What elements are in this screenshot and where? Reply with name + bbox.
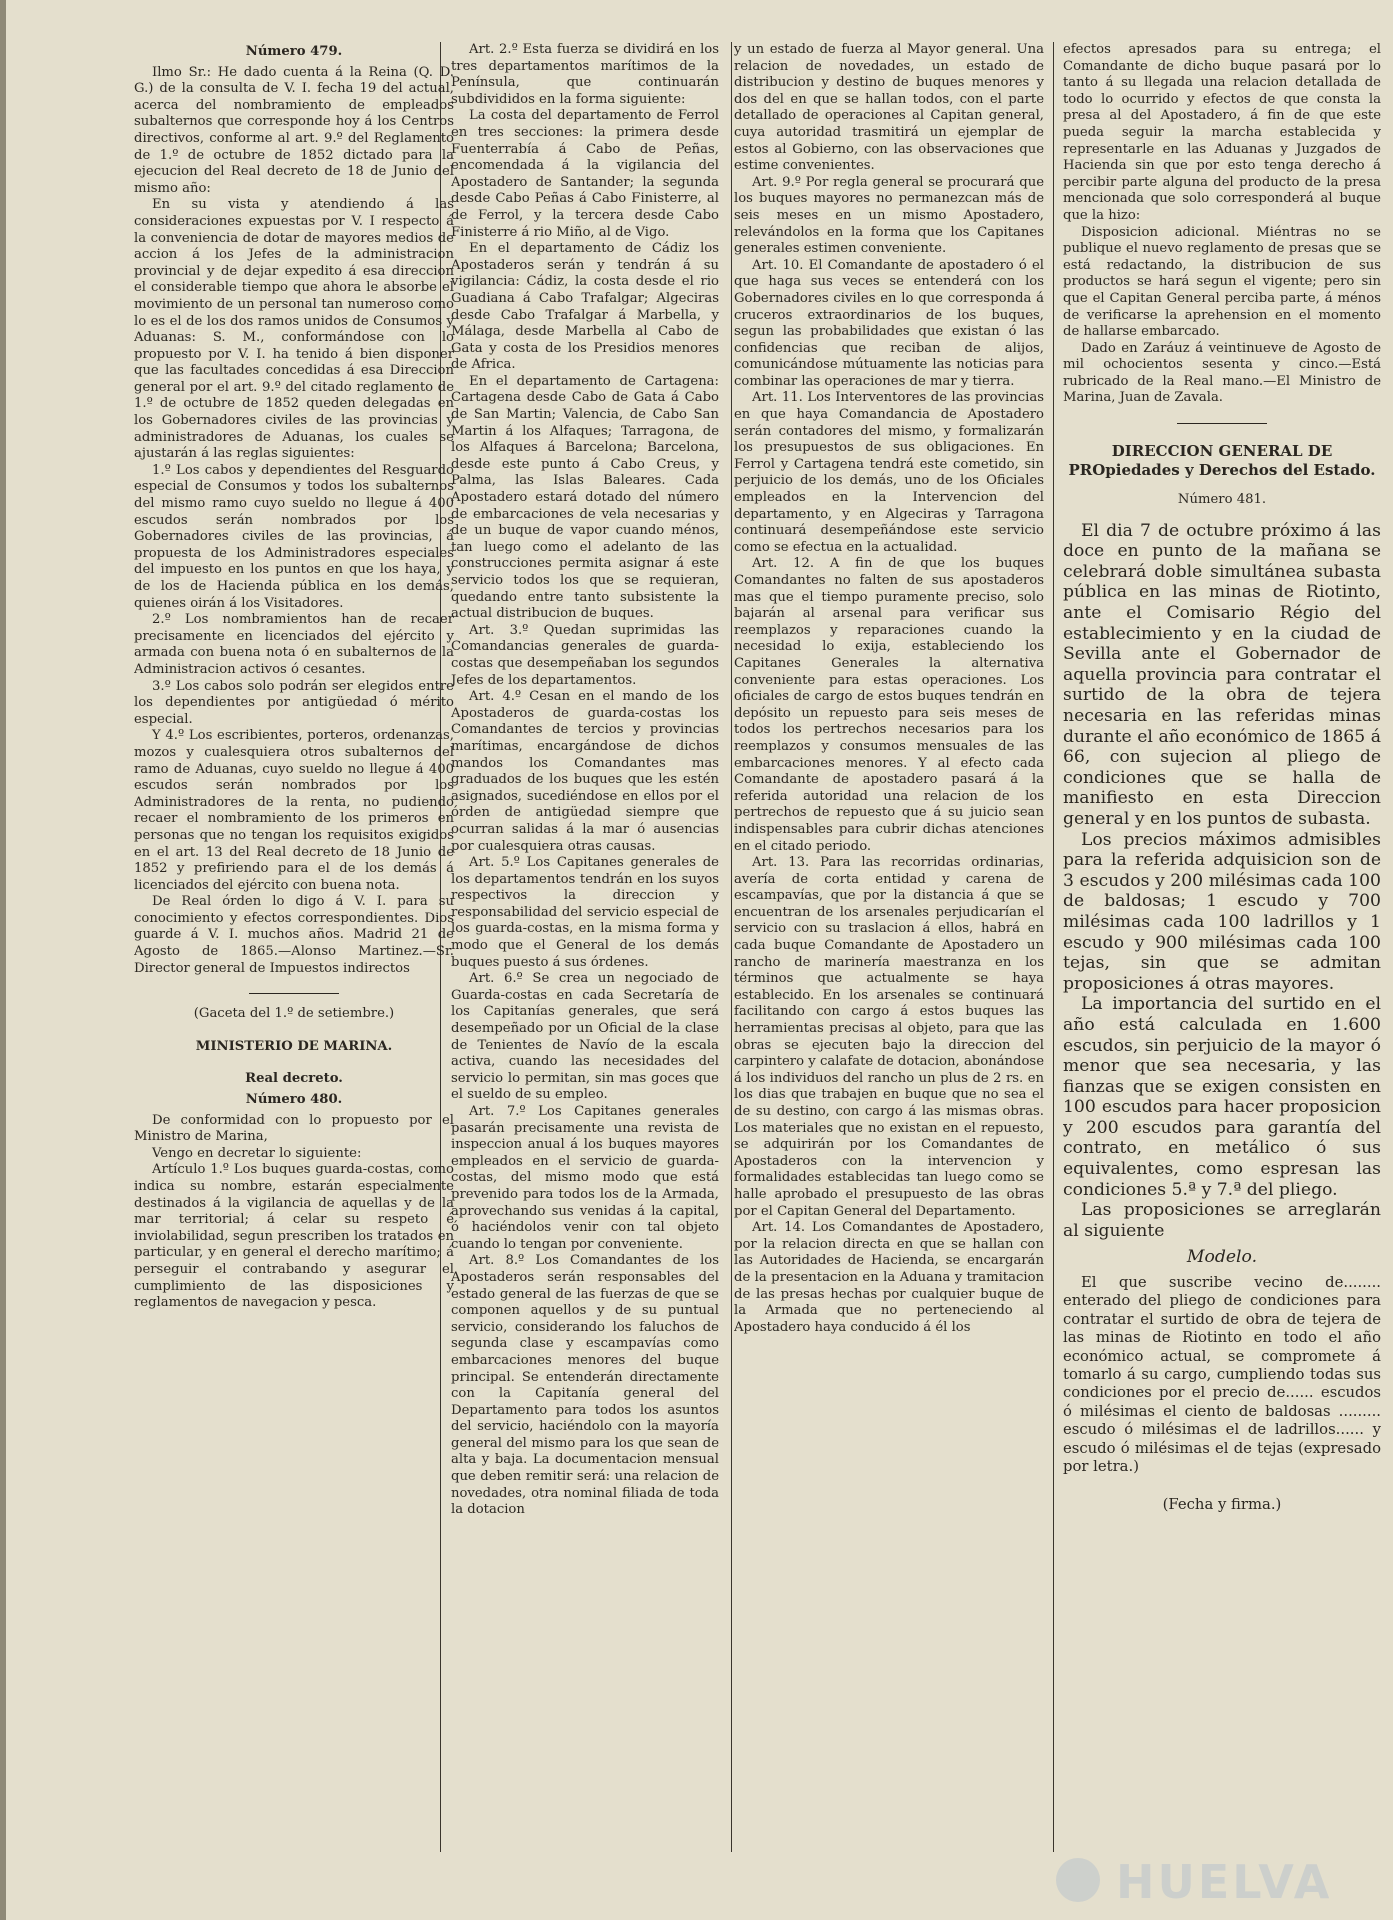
column-4 bbox=[1063, 42, 1381, 1515]
paragraph: En su vista y atendiendo á las consideraciones expuestas por V. I respecto á la conveniencia de dotar de mayores medios de accion á los Jefes de la administracion provincial y de dejar expedito á esa direccion el considerable tiempo que ahora le absorbe el movimiento de un personal tan numeroso como lo es el de los dos ramos unidos de Consumos y Aduanas: S. M., conformándose con lo propuesto por V. I. ha tenido á bien disponer que las facultades concedidas á esa Direccion general por el art. 9.º del citado reglamento de 1.º de octubre de 1852 queden delegadas en los Gobernadores civiles de las provincias y administradores de Aduanas, los cuales se ajustarán á las reglas siguientes: bbox=[134, 197, 454, 462]
paragraph: y un estado de fuerza al Mayor general. Una relacion de novedades, un estado de distribucion y destino de buques menores y dos del en que se hallan todos, con el parte detallado de operaciones al Capitan general, cuya autoridad trasmitirá un ejemplar de estos al Gobierno, con las observaciones que estime convenientes. bbox=[734, 42, 1044, 174]
gaceta-note: (Gaceta del 1.º de setiembre.) bbox=[193, 1006, 395, 1022]
article-12: Art. 12. A fin de que los buques Comandantes no falten de sus apostaderos mas que el tiempo puramente preciso, solo bajarán al arsenal para verificar sus reemplazos y reparaciones cuando la necesidad lo exija, estableciendo los Capitanes Generales la alternativa conveniente para estas operaciones. Los oficiales de cargo de estos buques tendrán en depósito un repuesto para seis meses de todos los pertrechos necesarios para los reemplazos y consumos mensuales de las embarcaciones menores. Y al efecto cada Comandante de apostadero pasará á la referida autoridad una relacion de los pertrechos de repuesto que á su juicio sean indispensables para cubrir dichas atenciones en el citado periodo. bbox=[734, 556, 1044, 854]
column-rule bbox=[1053, 42, 1054, 1852]
article-2: Art. 2.º Esta fuerza se dividirá en los tres departamentos marítimos de la Península, que continuarán subdivididos en la forma siguiente: bbox=[451, 42, 719, 107]
article-13: Art. 13. Para las recorridas ordinarias, avería de corta entidad y carena de escampavías, que por la distancia á que se encuentran de los arsenales perjudicarían el servicio con su traslacion á ellos, habrá en cada buque Comandante de Apostadero un rancho de marinería maestranza en los términos que actualmente se haya establecido. En los arsenales se continuará facilitando con cargo á estos buques las herramientas precisas al objeto, para que las obras se ejecuten bajo la direccion del carpintero y calafate de dotacion, abonándose á los individuos del rancho un plus de 2 rs. en los dias que trabajen en buque que no sea el de su destino, con cargo á las mismas obras. Los materiales que no existan en el repuesto, se adquirirán por los Comandantes de Apostaderos con la intervencion y formalidades establecidas tan luego como se halle aprobado el presupuesto de las obras por el Capitan General del Departamento. bbox=[734, 855, 1044, 1219]
date-signature: (Fecha y firma.) bbox=[1162, 1495, 1282, 1513]
paragraph: La importancia del surtido en el año está calculada en 1.600 escudos, sin perjuicio de la mayor ó menor que sea necesaria, y las fianzas que se exigen consisten en 100 escudos para hacer proposicion y 200 escudos para garantía del contrato, en metálico ó sus equivalentes, como espresan las condiciones 5.ª y 7.ª del pliego. bbox=[1063, 994, 1381, 1200]
paragraph: Ilmo Sr.: He dado cuenta á la Reina (Q. D. G.) de la consulta de V. I. fecha 19 del actual, acerca del nombramiento de empleados subalternos que corresponde hoy á los Centros directivos, conforme al art. 9.º del Reglamento de 1.º de octubre de 1852 dictado para la ejecucion del Real decreto de 18 de Junio del mismo año: bbox=[134, 64, 454, 196]
decree-number-480: Número 480. bbox=[245, 1092, 343, 1108]
paragraph: De conformidad con lo propuesto por el Ministro de Marina, bbox=[134, 1112, 454, 1145]
separator bbox=[1177, 423, 1267, 424]
closing: De Real órden lo digo á V. I. para su conocimiento y efectos correspondientes. Dios guarde á V. I. muchos años. Madrid 21 de Agosto de 1865.—Alonso Martinez.—Sr. Director general de Impuestos indirectos bbox=[134, 894, 454, 976]
article-14: Art. 14. Los Comandantes de Apostadero, por la relacion directa en que se hallan con las Autoridades de Hacienda, se encargarán de la presentacion en la Aduana y tramitacion de las presas hechas por cualquier buque de la Armada que no perteneciendo al Apostadero haya conducido á él los bbox=[734, 1220, 1044, 1335]
direction-heading: DIRECCION GENERAL DE PROpiedades y Derechos del Estado. bbox=[1068, 442, 1376, 480]
paragraph: Vengo en decretar lo siguiente: bbox=[152, 1145, 362, 1161]
paragraph: Las proposiciones se arreglarán al siguiente bbox=[1063, 1200, 1381, 1241]
article-10: Art. 10. El Comandante de apostadero ó el que haga sus veces se entenderá con los Gobernadores civiles en lo que corresponda á cruceros extraordinarios de los buques, segun las probabilidades que existan ó las confidencias que reciban de alijos, comunicándose mútuamente las noticias para combinar las operaciones de mar y tierra. bbox=[734, 257, 1044, 389]
article-3: Art. 3.º Quedan suprimidas las Comandancias generales de guarda-costas que desempeñaban los segundos Jefes de los departamentos. bbox=[451, 622, 719, 688]
article-5: Art. 5.º Los Capitanes generales de los departamentos tendrán en los suyos respectivos la direccion y responsabilidad del servicio especial de los guarda-costas, en la misma forma y modo que el General de los demás buques puesto á sus órdenes. bbox=[451, 855, 719, 970]
ministry-heading: MINISTERIO DE MARINA. bbox=[195, 1038, 393, 1054]
rule-4: Y 4.º Los escribientes, porteros, ordenanzas, mozos y cualesquiera otros subalternos del ramo de Aduanas, cuyo sueldo no llegue á 400 escudos serán nombrados por los Administradores de la renta, no pudiendo recaer el nombramiento de los primeros en personas que no tengan los requisitos exigidos en el art. 13 del Real decreto de 18 Junio de 1852 y prefiriendo para el de los demás á licenciados del ejército con buena nota. bbox=[134, 728, 454, 893]
column-rule bbox=[731, 42, 732, 1852]
separator bbox=[249, 993, 339, 994]
model-heading: Modelo. bbox=[1186, 1247, 1258, 1268]
paragraph: La costa del departamento de Ferrol en tres secciones: la primera desde Fuenterrabía á Cabo de Peñas, encomendada á la vigilancia del Apostadero de Santander; la segunda desde Cabo Peñas á Cabo Finisterre, al de Ferrol, y la tercera desde Cabo Finisterre á rio Miño, al de Vigo. bbox=[451, 108, 719, 240]
column-3 bbox=[734, 42, 1044, 1336]
article-8: Art. 8.º Los Comandantes de los Apostaderos serán responsables del estado general de las fuerzas de que se componen aquellos y de su puntual servicio, considerando los faluchos de segunda clase y escampavías como embarcaciones menores del buque principal. Se entenderán directamente con la Capitanía general del Departamento para todos los asuntos del servicio, haciéndolo con la mayoría general del mismo para los que sean de alta y baja. La documentacion mensual que deben remitir será: una relacion de novedades, otra nominal filiada de toda la dotacion bbox=[451, 1253, 719, 1518]
article-4: Art. 4.º Cesan en el mando de los Apostaderos de guarda-costas los Comandantes de tercios y provincias marítimas, encargándose de dichos mandos los Comandantes mas graduados de los buques que les estén asignados, sucediéndose en ellos por el órden de antigüedad siempre que ocurran salidas á la mar ó ausencias por cualesquiera otras causas. bbox=[451, 689, 719, 854]
decree-number-479: Número 479. bbox=[245, 44, 343, 59]
decree-number-481: Número 481. bbox=[1177, 492, 1267, 508]
additional-provision: Disposicion adicional. Miéntras no se publique el nuevo reglamento de presas que se está redactando, la distribucion de sus productos se hará segun el vigente; pero sin que el Capitan General perciba parte, á ménos de verificarse la aprehension en el momento de hallarse embarcado. bbox=[1063, 224, 1381, 340]
paragraph: efectos apresados para su entrega; el Comandante de dicho buque pasará por lo tanto á su llegada una relacion detallada de todo lo ocurrido y efectos de que consta la presa al del Apostadero, á fin de que este pueda seguir la marcha establecida y representarle en las Aduanas y Juzgados de Hacienda sin que por esto tenga derecho á percibir parte alguna del producto de la presa mencionada que solo corresponderá al buque que la hizo: bbox=[1063, 42, 1381, 223]
decree-heading: Real decreto. bbox=[245, 1071, 343, 1087]
column-2 bbox=[451, 42, 719, 1519]
model-text: El que suscribe vecino de........ enterado del pliego de condiciones para contratar el surtido de obra de tejera de las minas de Riotinto en todo el año económico actual, se compromete á tomarlo á su cargo, cumpliendo todas sus condiciones por el precio de...... escudos ó milésimas el ciento de baldosas ......... escudo ó milésimas el de ladrillos...... y escudo ó milésimas el de tejas (expresado por letra.) bbox=[1063, 1274, 1381, 1476]
paragraph: Los precios máximos admisibles para la referida adquisicion son de 3 escudos y 200 milésimas cada 100 de baldosas; 1 escudo y 700 milésimas cada 100 ladrillos y 1 escudo y 900 milésimas cada 100 tejas, sin que se admitan proposiciones á otras mayores. bbox=[1063, 829, 1381, 994]
article-1: Artículo 1.º Los buques guarda-costas, como indica su nombre, estarán especialmente destinados á la vigilancia de aquellas y de la mar territorial; á celar su respeto é inviolabilidad, segun prescriben los tratados en particular, y en general el derecho marítimo; á perseguir el contrabando y asegurar el cumplimiento de las disposiciones y reglamentos de navegacion y pesca. bbox=[134, 1162, 454, 1311]
article-6: Art. 6.º Se crea un negociado de Guarda-costas en cada Secretaría de los Capitanías generales, que será desempeñado por un Oficial de la clase de Tenientes de Navío de la escala activa, cuando las necesidades del servicio lo permitan, sin mas goces que el sueldo de su empleo. bbox=[451, 971, 719, 1103]
archive-seal-icon bbox=[1056, 1858, 1100, 1902]
column-1 bbox=[134, 42, 454, 1312]
paragraph: En el departamento de Cádiz los Apostaderos serán y tendrán á su vigilancia: Cádiz, la costa desde el rio Guadiana á Cabo Trafalgar; Algeciras desde Cabo Trafalgar á Marbella, y Málaga, desde Marbella al Cabo de Gata y costa de los Presidios menores de Africa. bbox=[451, 241, 719, 373]
archive-watermark: HUELVA bbox=[1116, 1855, 1333, 1909]
article-11: Art. 11. Los Interventores de las provincias en que haya Comandancia de Apostadero serán contadores del mismo, y formalizarán los presupuestos de sus obligaciones. En Ferrol y Cartagena tendrá este cometido, sin perjuicio de los demás, uno de los Oficiales empleados en la Intervencion del departamento, y en Algeciras y Tarragona continuará desempeñándose este servicio como se efectua en la actualidad. bbox=[734, 390, 1044, 555]
signature: Dado en Zaráuz á veintinueve de Agosto de mil ochocientos sesenta y cinco.—Está rubricado de la Real mano.—El Ministro de Marina, Juan de Zavala. bbox=[1063, 340, 1381, 406]
rule-3: 3.º Los cabos solo podrán ser elegidos entre los dependientes por antigüedad ó mérito especial. bbox=[134, 678, 454, 727]
rule-1: 1.º Los cabos y dependientes del Resguardo especial de Consumos y todos los subalternos del mismo ramo cuyo sueldo no llegue á 400 escudos serán nombrados por los Gobernadores civiles de las provincias, á propuesta de los Administradores especiales del impuesto en los puntos en que los haya, y de los de Hacienda pública en los demás, quienes oirán á los Visitadores. bbox=[134, 462, 454, 611]
article-9: Art. 9.º Por regla general se procurará que los buques mayores no permanezcan más de seis meses en un mismo Apostadero, relevándolos en la forma que los Capitanes generales estimen conveniente. bbox=[734, 174, 1044, 257]
paragraph: En el departamento de Cartagena: Cartagena desde Cabo de Gata á Cabo de San Martin; Valencia, de Cabo San Martin á los Alfaques; Tarragona, de los Alfaques á Barcelona; Barcelona, desde este punto á Cabo Creus, y Palma, las Islas Baleares. Cada Apostadero estará dotado del número de embarcaciones de vela necesarias y de un buque de vapor cuando ménos, tan luego como el adelanto de las construcciones permita asignar á este servicio todos los que se requieran, quedando entre tanto subsistente la actual distribucion de buques. bbox=[451, 373, 719, 622]
article-7: Art. 7.º Los Capitanes generales pasarán precisamente una revista de inspeccion anual á los buques mayores empleados en el servicio de guarda-costas, del mismo modo que está prevenido para todos los de la Armada, aprovechando sus venidas á la capital, ó haciéndolos venir con tal objeto cuando lo tengan por conveniente. bbox=[451, 1104, 719, 1252]
paragraph: El dia 7 de octubre próximo á las doce en punto de la mañana se celebrará doble simultánea subasta pública en las minas de Riotinto, ante el Comisario Régio del establecimiento y en la ciudad de Sevilla ante el Gobernador de aquella provincia para contratar el surtido de la obra de tejera necesaria en las referidas minas durante el año económico de 1865 á 66, con sujecion al pliego de condiciones que se halla de manifiesto en esta Direccion general y en los puntos de subasta. bbox=[1063, 520, 1381, 829]
rule-2: 2.º Los nombramientos han de recaer precisamente en licenciados del ejército y armada con buena nota ó en subalternos de la Administracion activos ó cesantes. bbox=[134, 612, 454, 677]
